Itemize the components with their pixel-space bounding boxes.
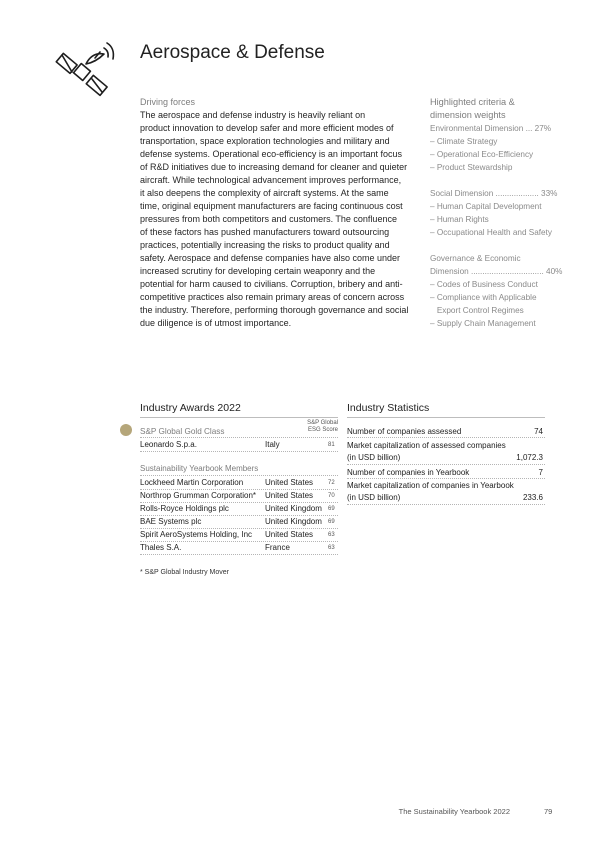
- company-country: United Kingdom: [265, 504, 322, 513]
- company-country: France: [265, 543, 290, 552]
- awards-title: Industry Awards 2022: [140, 402, 241, 414]
- stats-row: [347, 492, 545, 503]
- stat-value: 1,072.3: [516, 453, 543, 462]
- gold-class-label: S&P Global Gold Class: [140, 427, 225, 436]
- company-score: 63: [328, 545, 335, 551]
- stats-row: [347, 452, 545, 463]
- stat-value: 7: [538, 468, 543, 477]
- governance-group: [430, 252, 563, 330]
- criteria-line: – Human Rights: [430, 215, 489, 224]
- criteria-line: – Product Stewardship: [430, 163, 513, 172]
- text-line: practices, potentially increasing the risks to product quality and: [140, 240, 390, 250]
- criteria-line: Export Control Regimes: [430, 306, 524, 315]
- company-score: 63: [328, 532, 335, 538]
- driving-forces-text: [140, 109, 418, 330]
- stats-row: [347, 440, 545, 451]
- text-line: the industry. Therefore, performing thorough governance and social: [140, 305, 409, 315]
- stats-row: [347, 467, 545, 478]
- company-country: Italy: [265, 440, 280, 449]
- text-line: product innovation to develop safer and more efficient modes of: [140, 123, 394, 133]
- company-name: BAE Systems plc: [140, 517, 202, 526]
- stats-title: Industry Statistics: [347, 402, 430, 414]
- criteria-line: – Codes of Business Conduct: [430, 280, 538, 289]
- text-line: pressures from both competitors and customers. The confluence: [140, 214, 397, 224]
- company-name: Lockheed Martin Corporation: [140, 478, 244, 487]
- satellite-icon: [52, 38, 122, 102]
- text-line: time, original equipment manufacturers are facing continuous cost: [140, 201, 403, 211]
- page-title: Aerospace & Defense: [140, 42, 325, 63]
- stat-label: Market capitalization of companies in Yearbook: [347, 481, 514, 490]
- criteria-line: – Supply Chain Management: [430, 319, 536, 328]
- company-score: 69: [328, 519, 335, 525]
- criteria-section: [430, 96, 563, 330]
- text-line: due diligence is of utmost importance.: [140, 318, 292, 328]
- stat-label: (in USD billion): [347, 493, 401, 502]
- score-header-line: ESG Score: [307, 427, 338, 433]
- company-name: Northrop Grumman Corporation*: [140, 491, 257, 500]
- text-line: competitive practices also remain primary areas of concern across: [140, 292, 405, 302]
- company-country: United Kingdom: [265, 517, 322, 526]
- driving-forces-heading: Driving forces: [140, 97, 196, 107]
- criteria-line: Social Dimension ................... 33%: [430, 189, 558, 198]
- text-line: of these factors has pushed manufacturers toward outsourcing: [140, 227, 390, 237]
- stats-row: [347, 480, 545, 491]
- criteria-line: – Occupational Health and Safety: [430, 228, 552, 237]
- criteria-heading-line: dimension weights: [430, 110, 506, 120]
- company-name: Spirit AeroSystems Holding, Inc: [140, 530, 253, 539]
- criteria-heading-line: Highlighted criteria &: [430, 97, 515, 107]
- social-group: [430, 187, 560, 239]
- gold-class-badge: [120, 424, 132, 436]
- text-line: it also deepens the complexity of aircraft systems. At the same: [140, 188, 389, 198]
- text-line: aircraft. While technological advancement improves performance,: [140, 175, 402, 185]
- company-country: United States: [265, 530, 314, 539]
- environmental-group: [430, 122, 560, 174]
- text-line: transportation, space exploration technologies and military and: [140, 136, 390, 146]
- criteria-line: – Compliance with Applicable: [430, 293, 537, 302]
- company-country: United States: [265, 491, 314, 500]
- company-score: 70: [328, 493, 335, 499]
- text-line: increased scrutiny for developing certain weaponry and the: [140, 266, 376, 276]
- text-line: potential for harm caused to civilians. Corruption, bribery and anti-: [140, 279, 403, 289]
- text-line: safety. Aerospace and defense companies have also come under: [140, 253, 400, 263]
- criteria-line: – Operational Eco-Efficiency: [430, 150, 534, 159]
- page-number: 79: [544, 807, 553, 816]
- footer-title: The Sustainability Yearbook 2022: [398, 807, 510, 816]
- company-name: Leonardo S.p.a.: [140, 440, 197, 449]
- text-line: of R&D initiatives due to increasing demand for cleaner and quieter: [140, 162, 408, 172]
- stats-row: [347, 426, 545, 437]
- footnote: * S&P Global Industry Mover: [140, 569, 229, 576]
- company-name: Thales S.A.: [140, 543, 182, 552]
- score-header: [300, 420, 338, 434]
- stat-value: 233.6: [522, 493, 543, 502]
- stat-value: 74: [534, 427, 543, 436]
- criteria-line: Governance & Economic: [430, 254, 521, 263]
- text-line: The aerospace and defense industry is heavily reliant on: [140, 110, 366, 120]
- company-country: United States: [265, 478, 314, 487]
- stat-label: (in USD billion): [347, 453, 401, 462]
- criteria-line: Dimension ................................ 40%: [430, 267, 563, 276]
- stat-label: Number of companies in Yearbook: [347, 468, 470, 477]
- score-header-line: S&P Global: [307, 420, 338, 426]
- company-score: 81: [328, 442, 335, 448]
- stat-label: Number of companies assessed: [347, 427, 462, 436]
- criteria-line: – Climate Strategy: [430, 137, 498, 146]
- members-label: Sustainability Yearbook Members: [140, 464, 259, 473]
- criteria-line: Environmental Dimension ... 27%: [430, 124, 552, 133]
- company-name: Rolls-Royce Holdings plc: [140, 504, 229, 513]
- criteria-line: – Human Capital Development: [430, 202, 542, 211]
- company-score: 72: [328, 480, 335, 486]
- text-line: defense systems. Operational eco-efficiency is an important focus: [140, 149, 402, 159]
- company-score: 69: [328, 506, 335, 512]
- stat-label: Market capitalization of assessed companies: [347, 441, 506, 450]
- driving-forces-section: [140, 96, 418, 330]
